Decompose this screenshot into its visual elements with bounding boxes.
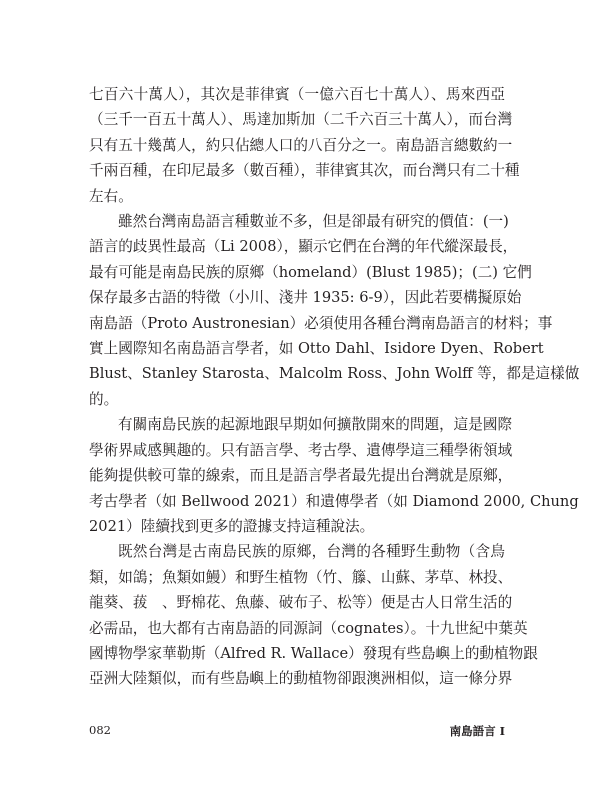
text-line: 能夠提供較可靠的線索，而且是語言學者最先提出台灣就是原鄉， bbox=[89, 467, 513, 485]
text-line: 七百六十萬人），其次是菲律賓（一億六百七十萬人）、馬來西亞 bbox=[89, 86, 505, 103]
text-line: 考古學者（如 Bellwood 2021）和遺傳學者（如 Diamond 2000, Chung bbox=[89, 492, 579, 510]
text-line: 雖然台灣南島語言種數並不多，但是卻最有研究的價值：(一) bbox=[118, 213, 509, 231]
text-line: 既然台灣是古南島民族的原鄉，台灣的各種野生動物（含鳥 bbox=[118, 543, 505, 561]
text-line: 左右。 bbox=[89, 187, 133, 205]
text-line: Blust、Stanley Starosta、Malcolm Ross、John Wolff 等，都是這樣做 bbox=[89, 365, 580, 383]
text-line: 保存最多古語的特徵（小川、淺井 1935: 6-9），因此若要構擬原始 bbox=[89, 289, 522, 307]
text-line: 的。 bbox=[89, 390, 119, 408]
running-title: 南島語言 I bbox=[449, 724, 505, 738]
text-line: 實上國際知名南島語言學者，如 Otto Dahl、Isidore Dyen、Robert bbox=[89, 340, 544, 358]
paragraph bbox=[89, 209, 580, 412]
text-line: 亞洲大陸類似，而有些島嶼上的動植物卻跟澳洲相似，這一條分界 bbox=[89, 670, 513, 688]
text-line: 龍葵、菝 、野棉花、魚藤、破布子、松等）便是古人日常生活的 bbox=[89, 594, 513, 612]
text-line: 只有五十幾萬人，約只佔總人口的八百分之一。南島語言總數約一 bbox=[89, 136, 513, 154]
text-line: 學術界咸感興趣的。只有語言學、考古學、遺傳學這三種學術領域 bbox=[89, 441, 513, 459]
text-line: 2021）陸續找到更多的證據支持這種說法。 bbox=[89, 517, 375, 535]
text-line: 南島語（Proto Austronesian）必須使用各種台灣南島語言的材料；事 bbox=[89, 314, 553, 332]
text-line: 最有可能是南島民族的原鄉（homeland）(Blust 1985)；(二) 它們 bbox=[89, 263, 532, 281]
paragraph bbox=[89, 82, 520, 209]
page-number: 082 bbox=[89, 723, 111, 737]
body-text bbox=[89, 82, 580, 692]
text-line: 必需品，也大都有古南島語的同源詞（cognates）。十九世紀中葉英 bbox=[89, 619, 528, 637]
text-line: （三千一百五十萬人）、馬達加斯加（二千六百三十萬人），而台灣 bbox=[89, 111, 513, 129]
text-line: 國博物學家華勒斯（Alfred R. Wallace）發現有些島嶼上的動植物跟 bbox=[89, 644, 538, 662]
text-line: 類，如鴿；魚類如鰻）和野生植物（竹、籐、山蘇、茅草、林投、 bbox=[89, 568, 513, 586]
text-line: 千兩百種，在印尼最多（數百種），菲律賓其次，而台灣只有二十種 bbox=[89, 162, 520, 180]
paragraph bbox=[89, 412, 579, 539]
text-line: 語言的歧異性最高（Li 2008），顯示它們在台灣的年代縱深最長， bbox=[89, 238, 518, 256]
paragraph bbox=[89, 539, 538, 691]
text-line: 有關南島民族的起源地跟早期如何擴散開來的問題，這是國際 bbox=[118, 416, 513, 434]
page-footer bbox=[89, 723, 505, 743]
